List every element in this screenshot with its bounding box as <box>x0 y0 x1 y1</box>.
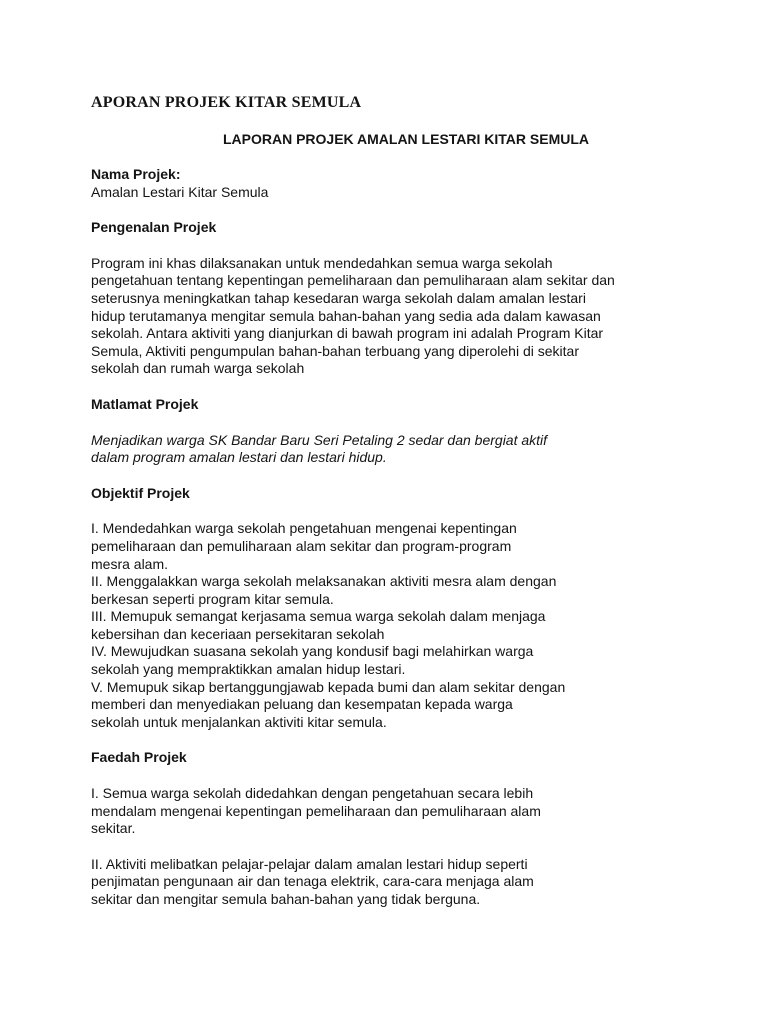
objektif-title: Objektif Projek <box>91 484 190 501</box>
matlamat-title: Matlamat Projek <box>91 395 199 412</box>
list-line: penjimatan pengunaan air dan tenaga elektrik, cara-cara menjaga alam <box>91 873 534 890</box>
list-line: II. Aktiviti melibatkan pelajar-pelajar dalam amalan lestari hidup seperti <box>91 855 528 872</box>
document-body <box>91 166 691 909</box>
list-line: III. Memupuk semangat kerjasama semua warga sekolah dalam menjaga <box>91 608 546 625</box>
list-line: II. Menggalakkan warga sekolah melaksanakan aktiviti mesra alam dengan <box>91 573 557 590</box>
list-line: mendalam mengenai kepentingan pemeliharaan dan pemuliharaan alam <box>91 802 541 819</box>
document-title: LAPORAN PROJEK AMALAN LESTARI KITAR SEMULA <box>222 131 590 147</box>
list-line: I. Mendedahkan warga sekolah pengetahuan mengenai kepentingan <box>91 520 517 537</box>
pengenalan-paragraph <box>91 255 691 378</box>
faedah-title: Faedah Projek <box>91 749 187 766</box>
paragraph-line: hidup terutamanya mengitar semula bahan-bahan yang sedia ada dalam kawasan <box>91 307 601 324</box>
paragraph-line: Semula, Aktiviti pengumpulan bahan-bahan terbuang yang diperolehi di sekitar <box>91 342 579 359</box>
list-line: sekitar. <box>91 820 136 837</box>
paragraph-line: sekolah dan rumah warga sekolah <box>91 360 305 377</box>
list-line: sekolah yang mempraktikkan amalan hidup lestari. <box>91 661 406 678</box>
list-line: sekolah untuk menjalankan aktiviti kitar semula. <box>91 713 387 730</box>
paragraph-line: Menjadikan warga SK Bandar Baru Seri Petaling 2 sedar dan bergiat aktif <box>91 431 548 448</box>
nama-projek-value: Amalan Lestari Kitar Semula <box>91 183 269 200</box>
list-line: V. Memupuk sikap bertanggungjawab kepada bumi dan alam sekitar dengan <box>91 678 566 695</box>
objektif-list <box>91 520 691 731</box>
document-heading: APORAN PROJEK KITAR SEMULA <box>91 94 362 111</box>
paragraph-line: dalam program amalan lestari dan lestari hidup. <box>91 449 387 466</box>
list-line: memberi dan menyediakan peluang dan kesempatan kepada warga <box>91 696 513 713</box>
list-line: sekitar dan mengitar semula bahan-bahan yang tidak berguna. <box>91 891 481 907</box>
list-line: IV. Mewujudkan suasana sekolah yang kondusif bagi melahirkan warga <box>91 643 534 660</box>
list-line: pemeliharaan dan pemuliharaan alam sekitar dan program-program <box>91 537 512 554</box>
paragraph-line: seterusnya meningkatkan tahap kesedaran warga sekolah dalam amalan lestari <box>91 289 586 306</box>
matlamat-paragraph <box>91 432 691 467</box>
nama-projek-label: Nama Projek: <box>91 166 181 182</box>
paragraph-line: sekolah. Antara aktiviti yang dianjurkan di bawah program ini adalah Program Kitar <box>91 325 604 342</box>
list-line: berkesan seperti program kitar semula. <box>91 590 334 607</box>
list-line: mesra alam. <box>91 555 169 572</box>
faedah-item-2 <box>91 856 691 909</box>
paragraph-line: pengetahuan tentang kepentingan pemeliharaan dan pemuliharaan alam sekitar dan <box>91 272 615 289</box>
list-line: kebersihan dan keceriaan persekitaran sekolah <box>91 625 385 642</box>
paragraph-line: Program ini khas dilaksanakan untuk mendedahkan semua warga sekolah <box>91 254 553 271</box>
list-line: I. Semua warga sekolah didedahkan dengan pengetahuan secara lebih <box>91 785 534 802</box>
pengenalan-title: Pengenalan Projek <box>91 219 217 236</box>
faedah-item-1 <box>91 785 691 838</box>
